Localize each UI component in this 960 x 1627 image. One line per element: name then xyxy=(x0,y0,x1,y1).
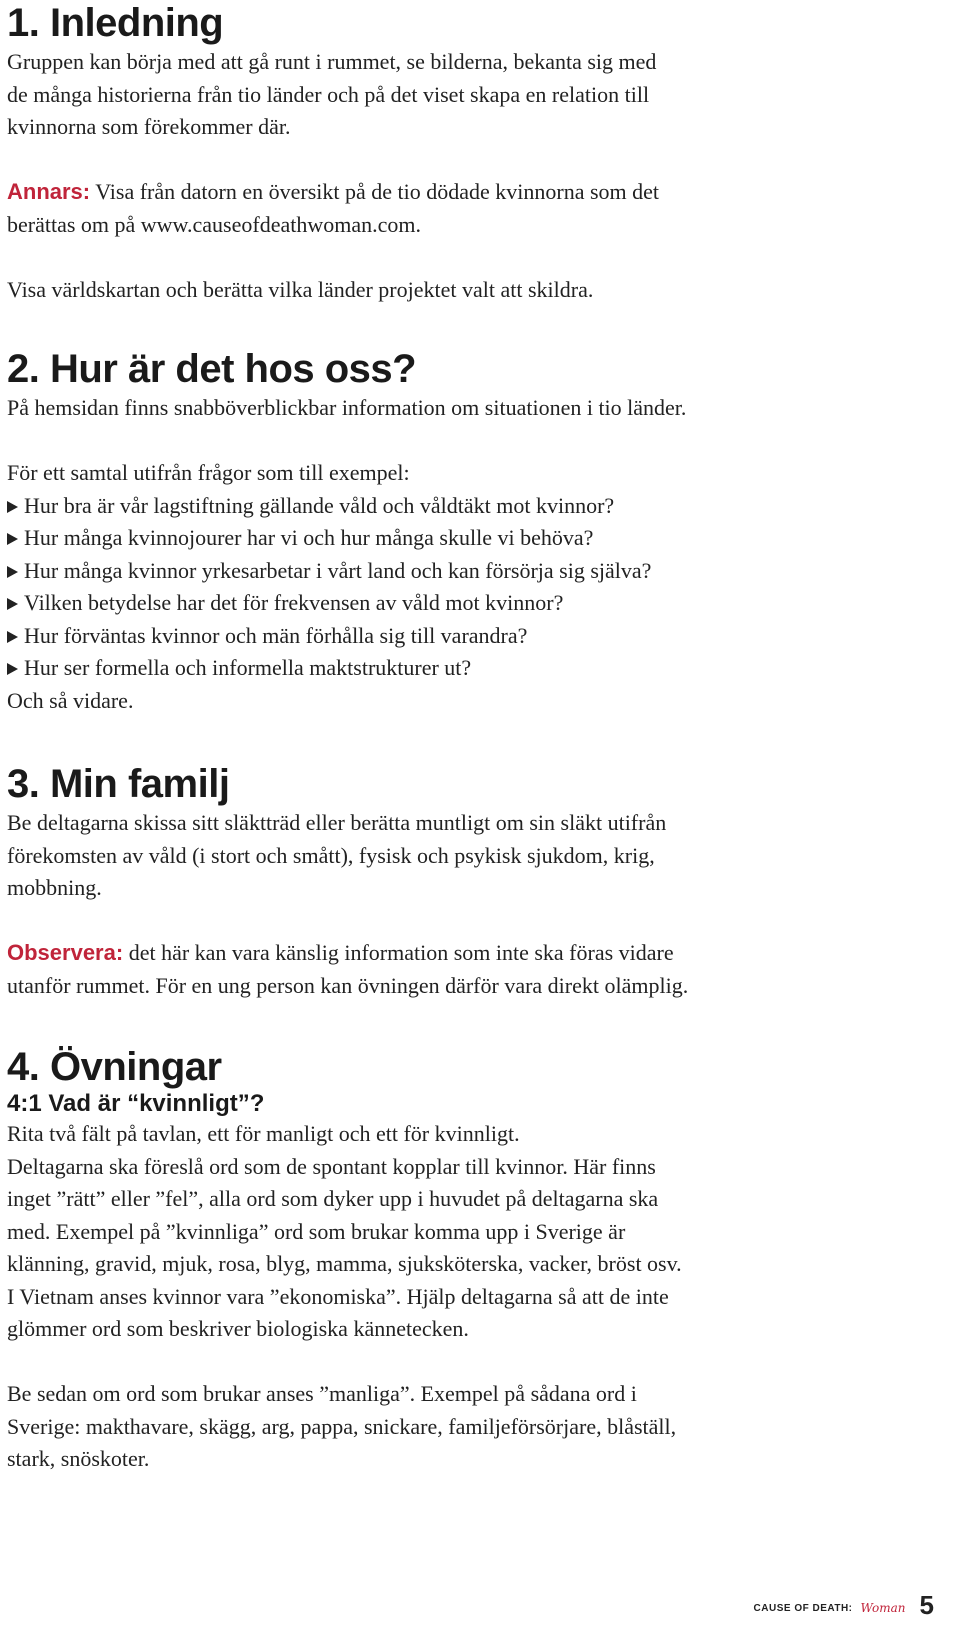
question-item xyxy=(7,522,907,555)
section-4-subtitle: 4:1 Vad är “kvinnligt”? xyxy=(7,1090,265,1117)
section-3-paragraph-line: Be deltagarna skissa sitt släktträd eller berätta muntligt om sin släkt utifrån xyxy=(7,810,667,835)
question-text: Hur bra är vår lagstiftning gällande våld och våldtäkt mot kvinnor? xyxy=(24,492,615,518)
section-4-paragraph-line: I Vietnam anses kvinnor vara ”ekonomiska”. Hjälp deltagarna så att de inte xyxy=(7,1283,669,1309)
triangle-bullet-icon xyxy=(7,533,18,545)
triangle-bullet-icon xyxy=(7,501,18,513)
section-2-title: 2. Hur är det hos oss? xyxy=(7,347,417,391)
question-item xyxy=(7,490,907,523)
section-4-paragraph-line: med. Exempel på ”kvinnliga” ord som brukar komma upp i Sverige är xyxy=(7,1218,626,1244)
triangle-bullet-icon xyxy=(7,663,18,675)
section-4-paragraph-line: inget ”rätt” eller ”fel”, alla ord som dyker upp i huvudet på deltagarna ska xyxy=(7,1186,659,1211)
footer-brand-script: Woman xyxy=(860,1601,906,1615)
observera-line xyxy=(7,937,907,970)
section-1-title: 1. Inledning xyxy=(7,1,224,45)
page-footer xyxy=(754,1588,934,1618)
footer-brand: CAUSE OF DEATH: xyxy=(753,1603,853,1614)
question-list xyxy=(7,490,907,685)
annars-text: Visa från datorn en översikt på de tio dödade kvinnorna som det xyxy=(90,179,660,204)
observera-line-2: utanför rummet. För en ung person kan övningen därför vara direkt olämplig. xyxy=(7,972,689,998)
questions-outro: Och så vidare. xyxy=(7,687,134,713)
document-page xyxy=(7,0,907,1476)
question-item xyxy=(7,555,907,588)
section-4-paragraph-2-line: Be sedan om ord som brukar anses ”manliga”. Exempel på sådana ord i xyxy=(7,1381,637,1406)
section-1-paragraph-line: kvinnorna som förekommer där. xyxy=(7,114,291,139)
question-text: Hur många kvinnor yrkesarbetar i vårt land och kan försörja sig själva? xyxy=(24,557,652,583)
question-text: Hur förväntas kvinnor och män förhålla sig till varandra? xyxy=(24,622,528,648)
question-item xyxy=(7,652,907,685)
section-4-paragraph-2-line: stark, snöskoter. xyxy=(7,1446,150,1471)
question-item xyxy=(7,587,907,620)
annars-label: Annars: xyxy=(7,179,91,204)
observera-text: det här kan vara känslig information som inte ska föras vidare xyxy=(123,940,674,965)
triangle-bullet-icon xyxy=(7,566,18,578)
question-text: Vilken betydelse har det för frekvensen av våld mot kvinnor? xyxy=(24,590,564,615)
section-3-title: 3. Min familj xyxy=(7,762,230,806)
section-4-paragraph-line: Rita två fält på tavlan, ett för manligt och ett för kvinnligt. xyxy=(7,1121,520,1146)
section-4-paragraph-2-line: Sverige: makthavare, skägg, arg, pappa, snickare, familjeförsörjare, blåställ, xyxy=(7,1413,677,1439)
section-4-paragraph-line: Deltagarna ska föreslå ord som de spontant kopplar till kvinnor. Här finns xyxy=(7,1153,656,1179)
section-3-paragraph-line: förekomsten av våld (i stort och smått), fysisk och psykisk sjukdom, krig, xyxy=(7,842,655,868)
page-number: 5 xyxy=(919,1590,934,1620)
section-1-paragraph-line: Gruppen kan börja med att gå runt i rummet, se bilderna, bekanta sig med xyxy=(7,49,657,74)
section-4-paragraph-line: klänning, gravid, mjuk, rosa, blyg, mamma, sjuksköterska, vacker, bröst osv. xyxy=(7,1251,682,1276)
triangle-bullet-icon xyxy=(7,598,18,610)
section-2-website-text: På hemsidan finns snabböverblickbar information om situationen i tio länder. xyxy=(7,395,687,420)
annars-line-2: berättas om på www.causeofdeathwoman.com. xyxy=(7,211,421,237)
section-4-title: 4. Övningar xyxy=(7,1045,222,1089)
section-4-paragraph-line: glömmer ord som beskriver biologiska kännetecken. xyxy=(7,1316,469,1341)
section-1-paragraph-line: de många historierna från tio länder och på det viset skapa en relation till xyxy=(7,81,650,107)
question-text: Hur många kvinnojourer har vi och hur många skulle vi behöva? xyxy=(24,525,594,550)
question-item xyxy=(7,620,907,653)
observera-label: Observera: xyxy=(7,940,124,965)
section-3-paragraph-line: mobbning. xyxy=(7,875,102,900)
annars-line xyxy=(7,176,907,209)
question-text: Hur ser formella och informella maktstrukturer ut? xyxy=(24,655,472,680)
questions-intro: För ett samtal utifrån frågor som till exempel: xyxy=(7,460,410,485)
section-1-map-text: Visa världskartan och berätta vilka länder projektet valt att skildra. xyxy=(7,276,594,302)
triangle-bullet-icon xyxy=(7,631,18,643)
